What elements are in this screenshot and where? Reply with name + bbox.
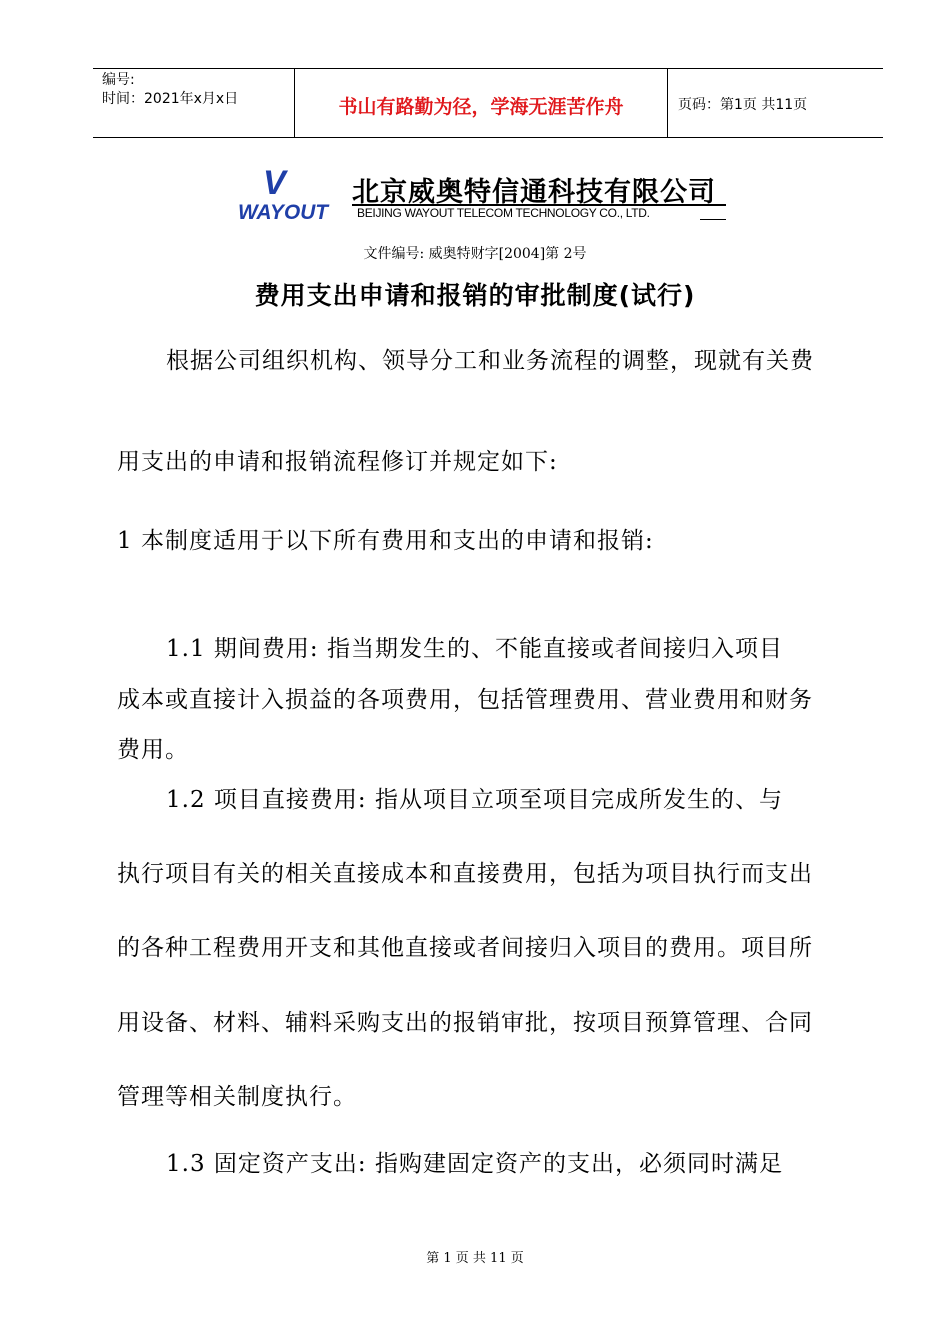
body-line: 1 本制度适用于以下所有费用和支出的申请和报销: <box>117 528 654 554</box>
company-name-cn: 北京威奥特信通科技有限公司 <box>352 177 716 208</box>
body-line: 用支出的申请和报销流程修订并规定如下: <box>117 449 558 475</box>
document-number: 文件编号: 威奥特财字[2004]第 2号 <box>363 246 587 262</box>
document-title: 费用支出申请和报销的审批制度(试行) <box>254 281 696 310</box>
page-footer: 第 1 页 共 11 页 <box>426 1251 524 1266</box>
body-line: 根据公司组织机构、领导分工和业务流程的调整，现就有关费 <box>166 348 814 374</box>
header-middle-cell <box>295 69 668 137</box>
header-table <box>93 68 883 138</box>
header-left-cell <box>93 69 295 137</box>
logo-bottom-text: WAYOUT <box>238 201 330 222</box>
body-line: 1.1 期间费用: 指当期发生的、不能直接或者间接归入项目 <box>166 636 783 662</box>
company-name-underline <box>700 219 726 220</box>
body-line: 成本或直接计入损益的各项费用，包括管理费用、营业费用和财务 <box>117 687 813 713</box>
company-name-en: BEIJING WAYOUT TELECOM TECHNOLOGY CO., LTD. <box>357 206 650 220</box>
body-line: 管理等相关制度执行。 <box>117 1084 357 1110</box>
company-logo <box>237 166 330 222</box>
body-line: 费用。 <box>117 737 189 763</box>
body-line: 执行项目有关的相关直接成本和直接费用，包括为项目执行而支出 <box>117 861 813 887</box>
body-line: 的各种工程费用开支和其他直接或者间接归入项目的费用。项目所 <box>117 935 813 961</box>
number-label: 编号: <box>102 72 135 88</box>
body-line: 1.3 固定资产支出: 指购建固定资产的支出，必须同时满足 <box>166 1151 783 1177</box>
logo-top-text: V <box>263 166 286 202</box>
body-line: 1.2 项目直接费用: 指从项目立项至项目完成所发生的、与 <box>166 787 783 813</box>
time-label: 时间：2021年x月x日 <box>102 91 239 107</box>
header-right-cell <box>668 69 883 137</box>
body-line: 用设备、材料、辅料采购支出的报销审批，按项目预算管理、合同 <box>117 1010 813 1036</box>
motto: 书山有路勤为径，学海无涯苦作舟 <box>338 96 624 118</box>
page-label: 页码：第1页 共11页 <box>678 97 808 113</box>
